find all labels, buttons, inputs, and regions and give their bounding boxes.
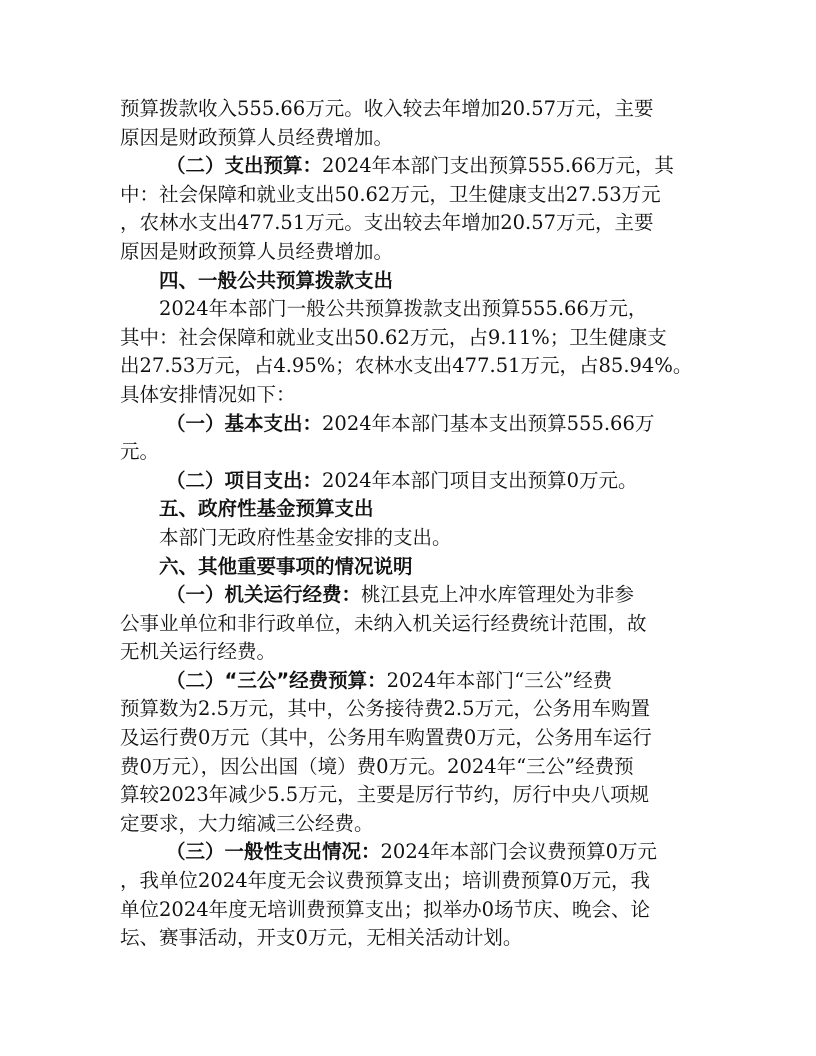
paragraph-line — [120, 181, 700, 210]
line-text: 2024年本部门“三公”经费 — [386, 668, 613, 692]
paragraph-line — [120, 581, 700, 610]
line-text: 无机关运行经费。 — [120, 640, 277, 664]
paragraph-line — [120, 724, 700, 753]
line-text: 2024年本部门支出预算555.66万元，其 — [322, 154, 674, 178]
paragraph-line — [120, 124, 700, 153]
paragraph-line — [120, 695, 700, 724]
bold-label: （三）一般性支出情况： — [166, 840, 381, 864]
line-text: 2024年本部门项目支出预算0万元。 — [322, 468, 638, 492]
paragraph-line — [120, 438, 700, 467]
line-text: 原因是财政预算人员经费增加。 — [120, 239, 394, 263]
line-text: 坛、赛事活动，开支0万元，无相关活动计划。 — [120, 926, 523, 950]
line-text: 元。 — [120, 440, 160, 464]
paragraph-line — [120, 896, 700, 925]
line-text: ，我单位2024年度无会议费预算支出；培训费预算0万元，我 — [120, 869, 651, 893]
section-heading — [120, 267, 700, 296]
line-text: 本部门无政府性基金安排的支出。 — [159, 525, 452, 549]
line-text: 单位2024年度无培训费预算支出；拟举办0场节庆、晚会、论 — [120, 897, 651, 921]
document-page — [120, 95, 700, 953]
bold-label: 五、政府性基金预算支出 — [159, 497, 374, 521]
line-text: 及运行费0万元（其中，公务用车购置费0万元，公务用车运行 — [120, 726, 652, 750]
paragraph-line — [120, 352, 700, 381]
bold-label: 六、其他重要事项的情况说明 — [159, 554, 413, 578]
paragraph-line — [120, 867, 700, 896]
line-text: ，农林水支出477.51万元。支出较去年增加20.57万元，主要 — [120, 211, 654, 235]
bold-label: 四、一般公共预算拨款支出 — [159, 268, 394, 292]
line-text: 原因是财政预算人员经费增加。 — [120, 125, 394, 149]
paragraph-line — [120, 152, 700, 181]
bold-label: （一）机关运行经费： — [166, 583, 362, 607]
line-text: 预算拨款收入555.66万元。收入较去年增加20.57万元，主要 — [120, 97, 654, 120]
bold-label: （二）“三公”经费预算： — [166, 668, 387, 692]
line-text: 具体安排情况如下： — [120, 382, 296, 406]
line-text: 2024年本部门一般公共预算拨款支出预算555.66万元， — [159, 297, 648, 321]
section-heading — [120, 495, 700, 524]
line-text: 算较2023年减少5.5万元，主要是厉行节约，厉行中央八项规 — [120, 783, 650, 807]
paragraph-line — [120, 753, 700, 782]
line-text: 中：社会保障和就业支出50.62万元，卫生健康支出27.53万元 — [120, 182, 661, 206]
paragraph-line — [120, 209, 700, 238]
line-text: 定要求，大力缩减三公经费。 — [120, 811, 374, 835]
paragraph-line — [120, 638, 700, 667]
section-heading — [120, 553, 700, 582]
paragraph-line — [120, 324, 700, 353]
line-text: 2024年本部门基本支出预算555.66万 — [322, 411, 655, 435]
line-text: 桃江县克上冲水库管理处为非参 — [361, 583, 635, 607]
paragraph-line — [120, 381, 700, 410]
paragraph-line — [120, 924, 700, 953]
line-text: 其中：社会保障和就业支出50.62万元，占9.11%；卫生健康支 — [120, 325, 667, 349]
paragraph-line — [120, 610, 700, 639]
paragraph-line — [120, 467, 700, 496]
bold-label: （二）支出预算： — [166, 154, 323, 178]
paragraph-line — [120, 410, 700, 439]
paragraph-line — [120, 238, 700, 267]
bold-label: （二）项目支出： — [166, 468, 323, 492]
paragraph-line — [120, 781, 700, 810]
paragraph-line — [120, 95, 700, 124]
line-text: 2024年本部门会议费预算0万元 — [380, 840, 658, 864]
paragraph-line — [120, 810, 700, 839]
paragraph-line — [120, 838, 700, 867]
paragraph-line — [120, 524, 700, 553]
line-text: 公事业单位和非行政单位，未纳入机关运行经费统计范围，故 — [120, 611, 647, 635]
line-text: 出27.53万元，占4.95%；农林水支出477.51万元，占85.94%。 — [120, 354, 693, 378]
line-text: 预算数为2.5万元，其中，公务接待费2.5万元，公务用车购置 — [120, 697, 651, 721]
bold-label: （一）基本支出： — [166, 411, 323, 435]
line-text: 费0万元），因公出国（境）费0万元。2024年“三公”经费预 — [120, 754, 634, 778]
paragraph-line — [120, 295, 700, 324]
paragraph-line — [120, 667, 700, 696]
